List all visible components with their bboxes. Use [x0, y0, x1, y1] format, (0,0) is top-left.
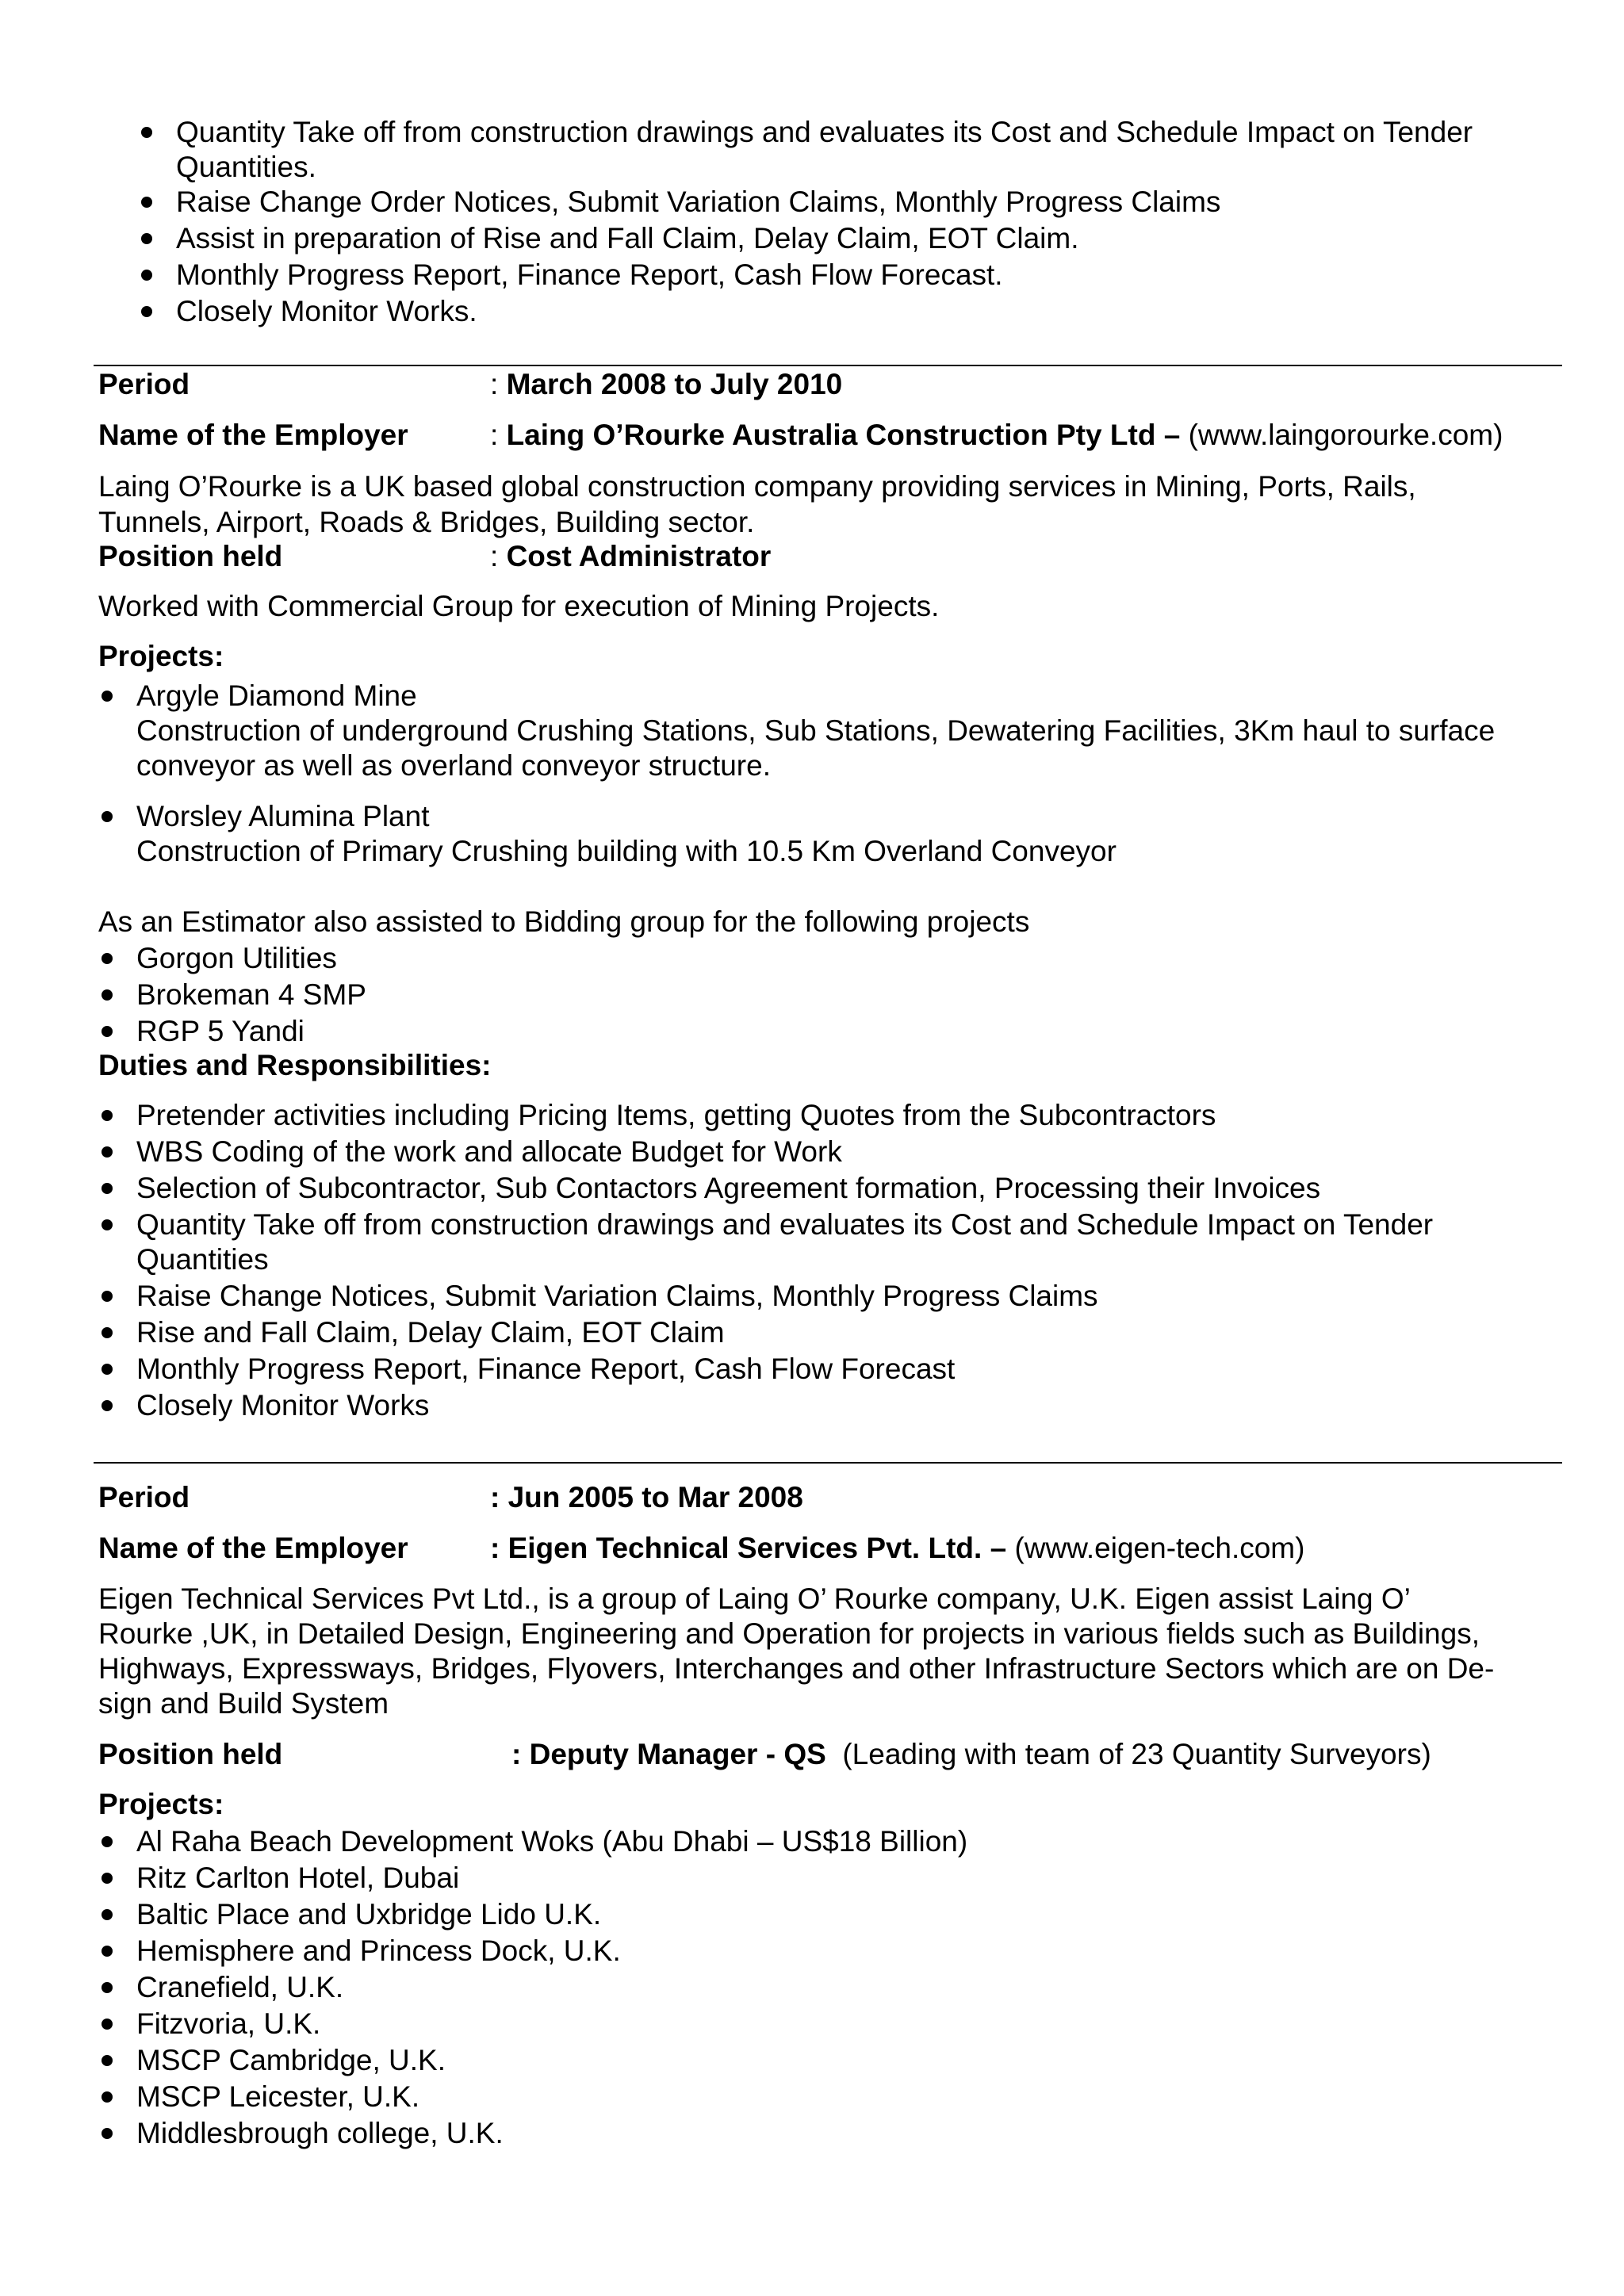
bullet	[102, 1183, 113, 1194]
project-item: Hemisphere and Princess Dock, U.K.	[136, 1934, 621, 1967]
employer-value: : Eigen Technical Services Pvt. Ltd. – (www.eigen-tech.com)	[490, 1532, 1305, 1564]
project-name: Argyle Diamond Mine	[136, 679, 417, 712]
bullet	[102, 2091, 113, 2103]
bullet	[102, 1909, 113, 1920]
duty-item: WBS Coding of the work and allocate Budget for Work	[136, 1135, 842, 1168]
section-divider	[94, 1462, 1562, 1464]
role-summary: Worked with Commercial Group for execution of Mining Projects.	[98, 590, 940, 622]
employer-url: (www.laingorourke.com)	[1188, 419, 1503, 451]
duty-item: Rise and Fall Claim, Delay Claim, EOT Claim	[136, 1316, 725, 1349]
employer-url: (www.eigen-tech.com)	[1014, 1532, 1305, 1564]
period-label: Period	[98, 368, 190, 400]
bullet	[102, 1364, 113, 1375]
bullet	[102, 1026, 113, 1037]
bullet	[102, 1836, 113, 1847]
duty-item: Pretender activities including Pricing Items, getting Quotes from the Subcontractors	[136, 1099, 1216, 1131]
bullet	[102, 989, 113, 1001]
project-description: conveyor as well as overland conveyor structure.	[136, 749, 771, 782]
project-description: Construction of underground Crushing Stations, Sub Stations, Dewatering Facilities, 3Km haul to surface	[136, 714, 1496, 747]
project-name: Worsley Alumina Plant	[136, 800, 430, 832]
bullet	[102, 811, 113, 822]
duty-item: Selection of Subcontractor, Sub Contactors Agreement formation, Processing their Invoices	[136, 1172, 1321, 1204]
position-value: : Cost Administrator	[490, 540, 772, 572]
project-item: Ritz Carlton Hotel, Dubai	[136, 1862, 460, 1894]
bullet	[102, 2019, 113, 2030]
bullet	[141, 127, 152, 138]
bullet	[141, 233, 152, 244]
project-item: Middlesbrough college, U.K.	[136, 2117, 504, 2149]
bullet	[102, 2055, 113, 2066]
company-description: Laing O’Rourke is a UK based global construction company providing services in Mining, Ports, Rails,	[98, 470, 1416, 503]
project-description: Construction of Primary Crushing building with 10.5 Km Overland Conveyor	[136, 835, 1116, 867]
period-label: Period	[98, 1481, 190, 1513]
duty-item: Closely Monitor Works	[136, 1389, 430, 1422]
bullet	[102, 691, 113, 702]
bid-item: RGP 5 Yandi	[136, 1015, 304, 1047]
company-description: Tunnels, Airport, Roads & Bridges, Building sector.	[98, 506, 755, 538]
company-description: Rourke ,UK, in Detailed Design, Engineering and Operation for projects in various fields such as Buildings,	[98, 1617, 1480, 1650]
bullet	[141, 197, 152, 208]
projects-heading: Projects:	[98, 640, 224, 672]
bullet	[102, 2128, 113, 2139]
list-item: Quantity Take off from construction drawings and evaluates its Cost and Schedule Impact on Tender	[176, 116, 1473, 148]
position-label: Position held	[98, 540, 283, 572]
position-note: (Leading with team of 23 Quantity Surveyors)	[842, 1738, 1431, 1770]
bullet	[102, 1219, 113, 1230]
project-item: Al Raha Beach Development Woks (Abu Dhabi – US$18 Billion)	[136, 1825, 968, 1858]
bid-item: Brokeman 4 SMP	[136, 978, 366, 1011]
period-value: : Jun 2005 to Mar 2008	[490, 1481, 803, 1513]
project-item: Fitzvoria, U.K.	[136, 2007, 321, 2040]
project-item: MSCP Cambridge, U.K.	[136, 2044, 446, 2076]
bullet	[102, 1110, 113, 1121]
company-description: sign and Build System	[98, 1687, 389, 1720]
list-item: Raise Change Order Notices, Submit Variation Claims, Monthly Progress Claims	[176, 186, 1221, 218]
period-value: : March 2008 to July 2010	[490, 368, 843, 400]
bullet	[102, 1400, 113, 1411]
bullet	[102, 1873, 113, 1884]
duty-item: Raise Change Notices, Submit Variation Claims, Monthly Progress Claims	[136, 1280, 1098, 1312]
bid-item: Gorgon Utilities	[136, 942, 337, 974]
position-label: Position held	[98, 1738, 283, 1770]
bullet	[102, 1146, 113, 1158]
bullet	[102, 1291, 113, 1302]
bullet	[102, 953, 113, 964]
employer-label: Name of the Employer	[98, 419, 408, 451]
employer-value: : Laing O’Rourke Australia Construction Pty Ltd – (www.laingorourke.com)	[490, 419, 1503, 451]
bullet	[102, 1327, 113, 1338]
company-description: Eigen Technical Services Pvt Ltd., is a group of Laing O’ Rourke company, U.K. Eigen assist Laing O’	[98, 1582, 1411, 1615]
duty-item: Quantity Take off from construction drawings and evaluates its Cost and Schedule Impact on Tender	[136, 1208, 1434, 1241]
employer-label: Name of the Employer	[98, 1532, 408, 1564]
project-item: MSCP Leicester, U.K.	[136, 2080, 420, 2113]
section-divider	[94, 365, 1562, 366]
duty-item: Monthly Progress Report, Finance Report, Cash Flow Forecast	[136, 1353, 956, 1385]
bullet	[141, 306, 152, 317]
bullet	[102, 1946, 113, 1957]
project-item: Cranefield, U.K.	[136, 1971, 344, 2003]
projects-heading: Projects:	[98, 1788, 224, 1820]
bullet	[102, 1982, 113, 1993]
project-item: Baltic Place and Uxbridge Lido U.K.	[136, 1898, 602, 1931]
duties-heading: Duties and Responsibilities:	[98, 1049, 492, 1081]
position-value: : Deputy Manager - QS (Leading with team of 23 Quantity Surveyors)	[511, 1738, 1431, 1770]
list-item-continuation: Quantities.	[176, 151, 316, 183]
list-item: Closely Monitor Works.	[176, 295, 477, 327]
estimator-intro: As an Estimator also assisted to Bidding group for the following projects	[98, 905, 1030, 938]
list-item: Assist in preparation of Rise and Fall Claim, Delay Claim, EOT Claim.	[176, 222, 1079, 254]
bullet	[141, 270, 152, 281]
duty-item-continuation: Quantities	[136, 1243, 269, 1276]
list-item: Monthly Progress Report, Finance Report, Cash Flow Forecast.	[176, 258, 1003, 291]
company-description: Highways, Expressways, Bridges, Flyovers, Interchanges and other Infrastructure Sectors which are on De-	[98, 1652, 1495, 1685]
